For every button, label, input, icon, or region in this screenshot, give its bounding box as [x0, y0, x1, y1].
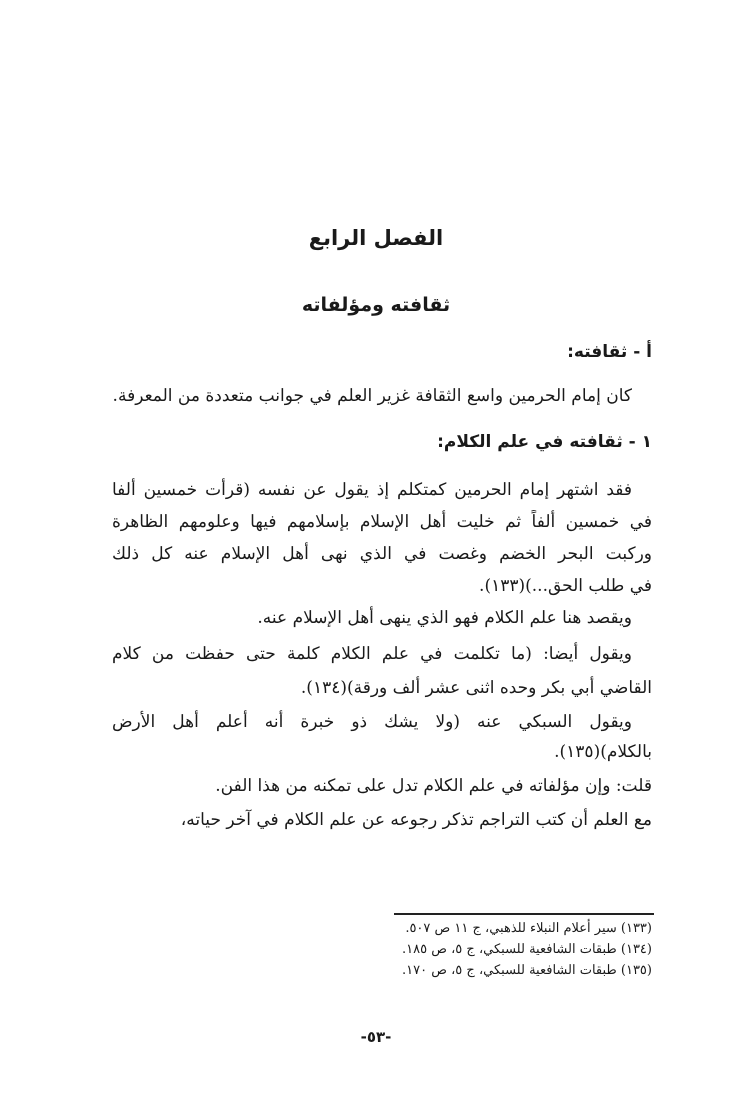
subheading-culture: أ - ثقافته:: [567, 342, 652, 362]
body-line: ويقول أيضا: (ما تكلمت في علم الكلام كلمة حتى حفظت من كلام: [112, 644, 632, 664]
body-line: بالكلام)(١٣٥).: [554, 742, 652, 762]
chapter-title: الفصل الرابع: [308, 226, 444, 250]
body-line: في طلب الحق...)(١٣٣).: [479, 576, 652, 596]
page-number: -٥٣-: [360, 1028, 392, 1046]
subheading-kalam: ١ - ثقافته في علم الكلام:: [437, 432, 652, 452]
footnote-divider: [394, 913, 654, 915]
body-line: في خمسين ألفاً ثم خليت أهل الإسلام بإسلامهم فيها وعلومهم الظاهرة: [112, 512, 652, 532]
body-line: وركبت البحر الخضم وغصت في الذي نهى أهل الإسلام عنه كل ذلك: [112, 544, 652, 564]
body-line: القاضي أبي بكر وحده اثنى عشر ألف ورقة)(١٣٤).: [300, 678, 652, 698]
body-line: ويقصد هنا علم الكلام فهو الذي ينهى أهل الإسلام عنه.: [257, 608, 632, 628]
body-line: قلت: وإن مؤلفاته في علم الكلام تدل على تمكنه من هذا الفن.: [215, 776, 652, 796]
body-line: ويقول السبكي عنه (ولا يشك ذو خبرة أنه أعلم أهل الأرض: [112, 712, 632, 732]
footnote: (١٣٣) سير أعلام النبلاء للذهبي، ج ١١ ص ٥٠٧.: [405, 921, 652, 936]
body-line: فقد اشتهر إمام الحرمين كمتكلم إذ يقول عن نفسه (قرأت خمسين ألفا: [112, 480, 632, 500]
footnote: (١٣٤) طبقات الشافعية للسبكي، ج ٥، ص ١٨٥.: [402, 942, 652, 957]
intro-paragraph: كان إمام الحرمين واسع الثقافة غزير العلم في جوانب متعددة من المعرفة.: [112, 386, 632, 406]
footnote: (١٣٥) طبقات الشافعية للسبكي، ج ٥، ص ١٧٠.: [402, 963, 652, 978]
body-line: مع العلم أن كتب التراجم تذكر رجوعه عن علم الكلام في آخر حياته،: [180, 810, 652, 830]
section-title: ثقافته ومؤلفاته: [301, 294, 451, 316]
